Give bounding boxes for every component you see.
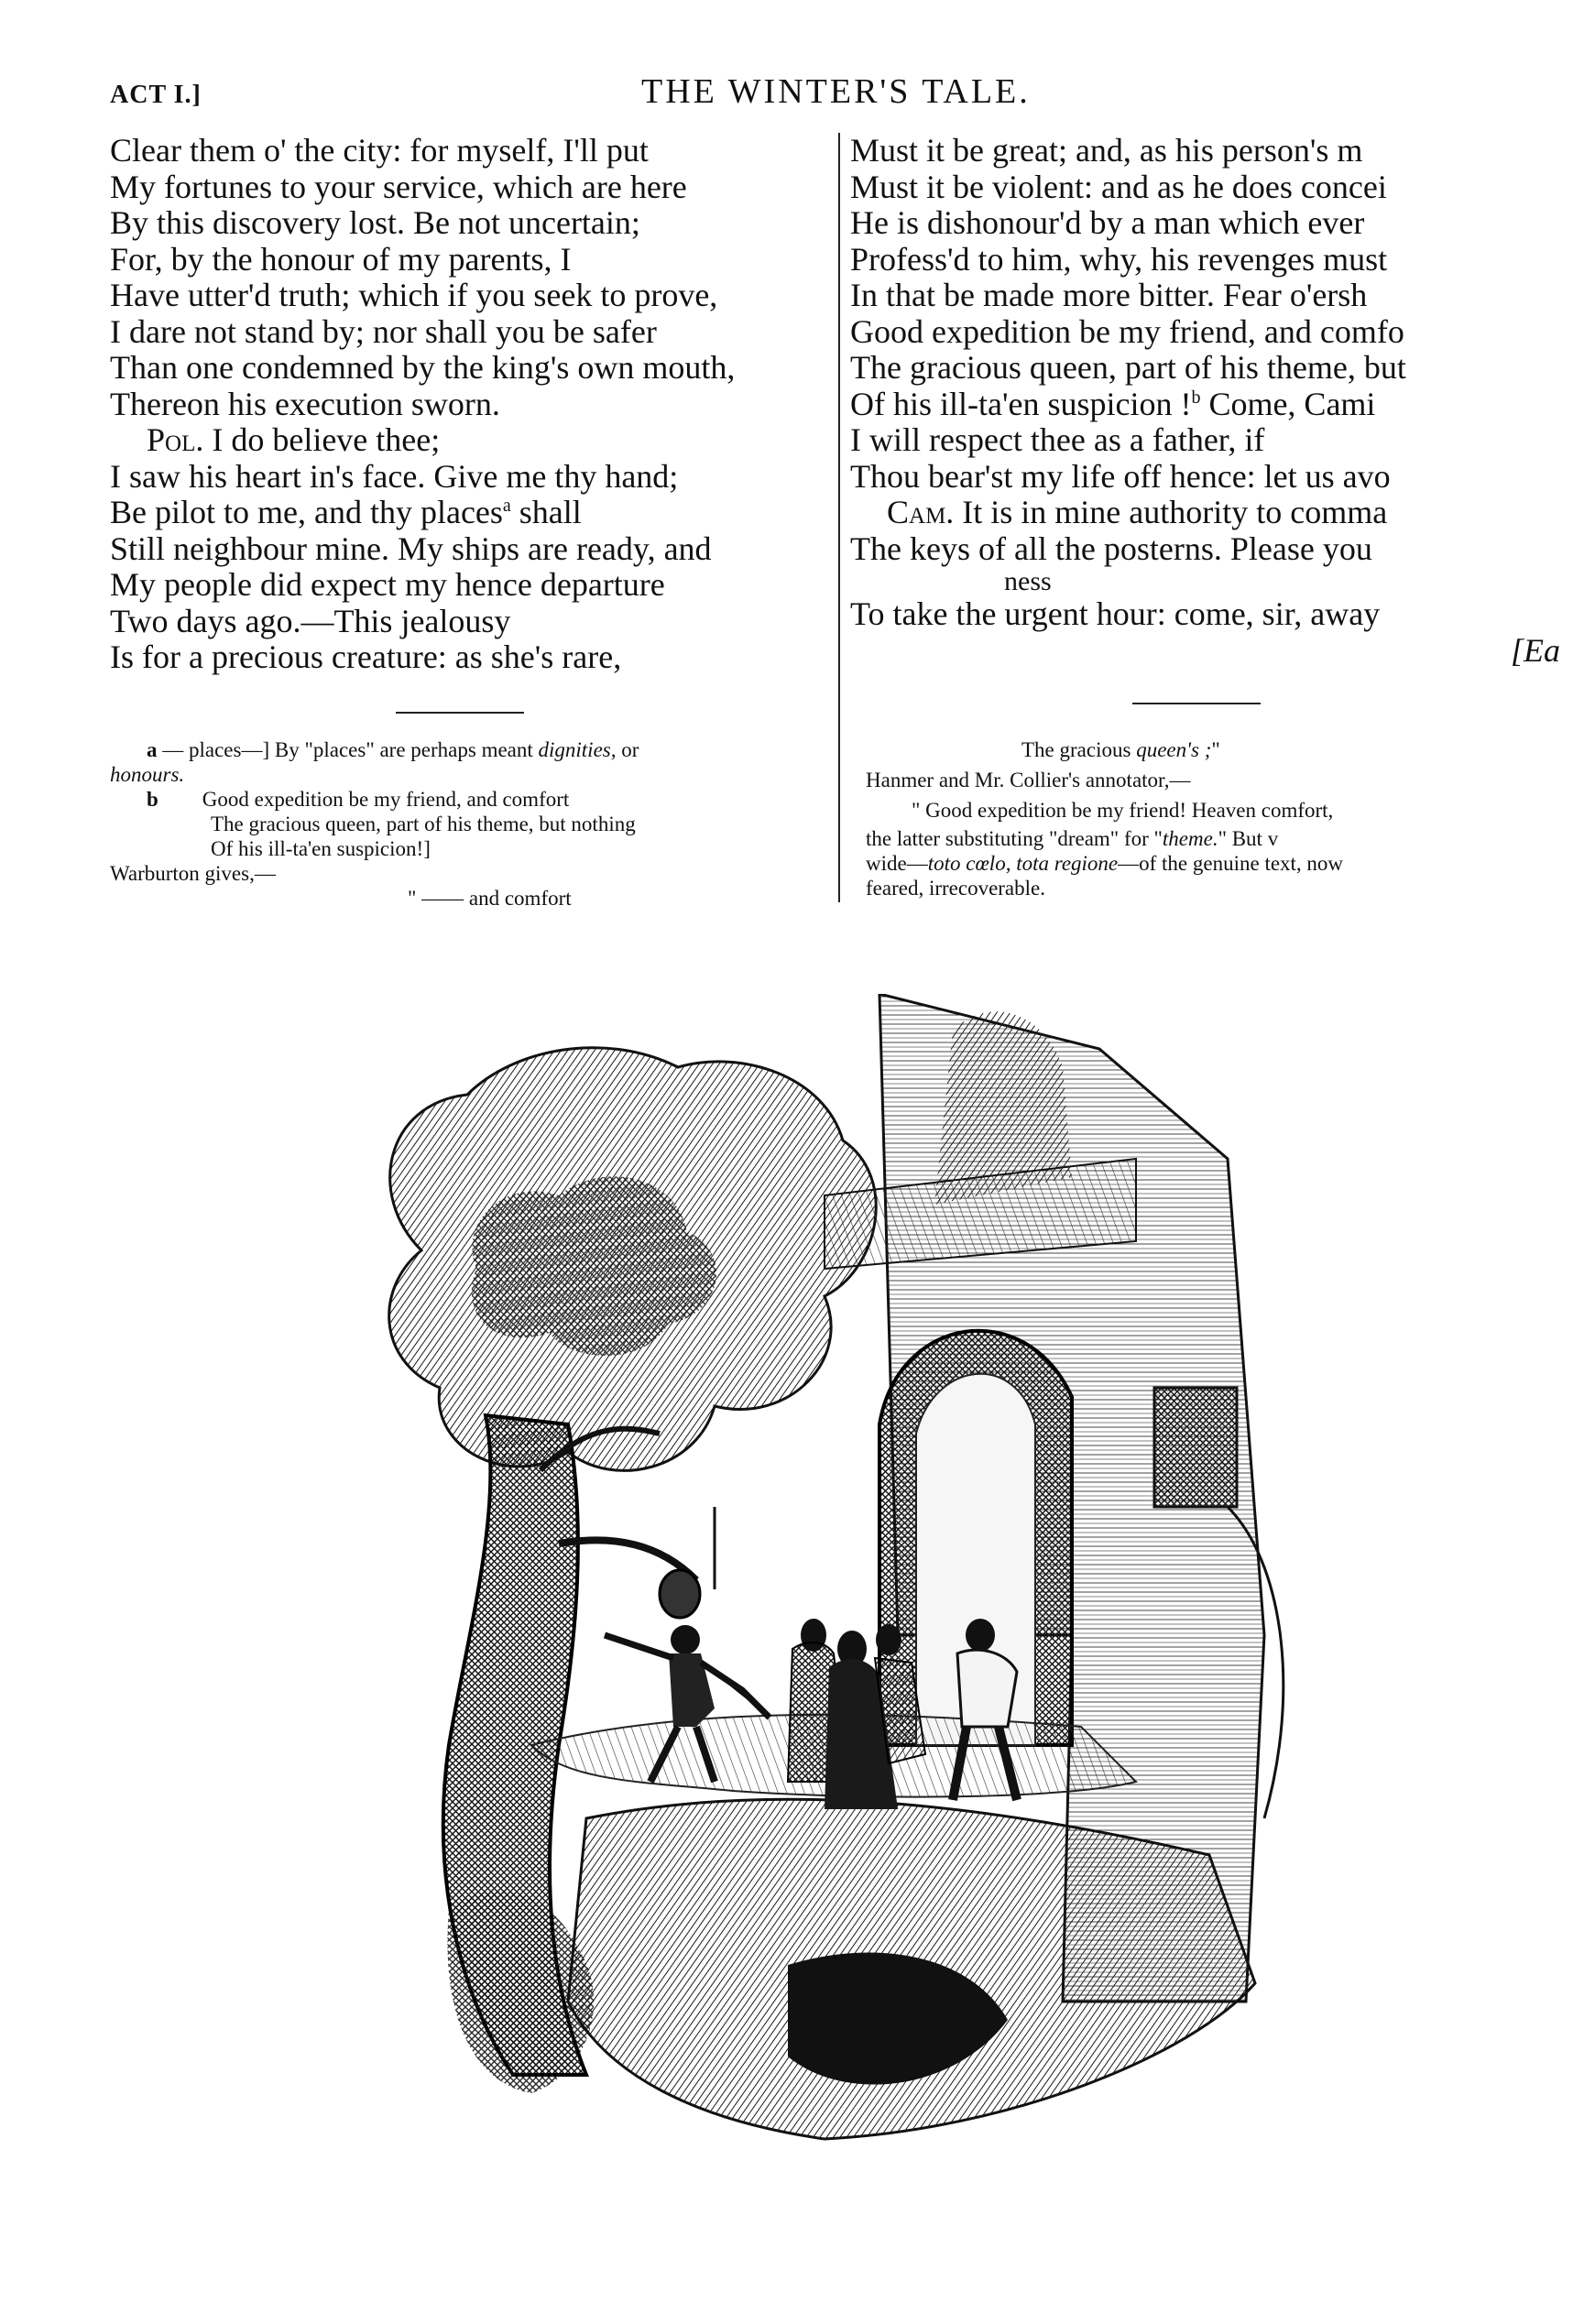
note-text: Of his ill-ta'en suspicion!] — [211, 837, 431, 860]
verse-line: Have utter'd truth; which if you seek to prove, — [110, 277, 718, 313]
verse-line: I dare not stand by; nor shall you be safer — [110, 312, 657, 350]
speech-camillo — [850, 495, 1573, 531]
note-line — [866, 851, 1573, 876]
note-text-italic: dignities, — [538, 738, 617, 761]
verse-line-with-note — [850, 387, 1573, 423]
verse-text: Of his ill-ta'en suspicion ! — [850, 385, 1192, 422]
note-text: Hanmer and Mr. Collier's annotator,— — [866, 769, 1191, 791]
verse-line: Is for a precious creature: as she's rare, — [110, 638, 622, 675]
speech-polixenes — [110, 422, 843, 459]
verse-line: I saw his heart in's face. Give me thy hand; — [110, 457, 679, 495]
footnote-marker[interactable]: a — [502, 496, 511, 516]
footnote-a — [110, 737, 825, 762]
verse-line-turnover: ness — [1004, 566, 1052, 596]
verse-line: Profess'd to him, why, his revenges must — [850, 240, 1388, 278]
verse-line: Good expedition be my friend, and comfo — [850, 312, 1404, 350]
note-line — [866, 823, 1573, 851]
verse-line: I will respect thee as a father, if — [850, 421, 1265, 458]
verse-line: My fortunes to your service, which are here — [110, 168, 687, 205]
verse-text: Be pilot to me, and thy places — [110, 494, 503, 530]
note-text: wide— — [866, 852, 928, 875]
verse-line: He is dishonour'd by a man which ever — [850, 204, 1365, 241]
right-text-column — [850, 133, 1573, 728]
note-text: " —— and comfort — [408, 887, 572, 910]
engraving-illustration — [311, 994, 1475, 2203]
verse-line: Must it be violent: and as he does concei — [850, 168, 1387, 205]
verse-line: Still neighbour mine. My ships are ready, and — [110, 529, 712, 567]
verse-line: Thereon his execution sworn. — [110, 385, 500, 422]
note-text: Good expedition be my friend, and comfort — [202, 788, 570, 811]
footnote-marker: b — [147, 788, 158, 811]
note-text: feared, irrecoverable. — [866, 877, 1045, 900]
note-text: Warburton gives,— — [110, 862, 276, 885]
verse-line: To take the urgent hour: come, sir, away — [850, 595, 1381, 632]
speaker-name: Cam. — [887, 494, 955, 530]
verse-line: Clear them o' the city: for myself, I'll put — [110, 133, 649, 169]
running-head-act: ACT I.] — [110, 81, 202, 109]
note-text: " Good expedition be my friend! Heaven comfort, — [912, 799, 1334, 822]
note-text-italic: queen's ; — [1136, 738, 1212, 761]
note-text-italic: honours. — [110, 763, 185, 786]
verse-line: In that be made more bitter. Fear o'ersh — [850, 277, 1368, 313]
footnotes-right — [866, 737, 1573, 921]
note-text: " But v — [1218, 827, 1279, 850]
stage-direction: [Ea — [1511, 631, 1560, 669]
verse-text: It is in mine authority to comma — [962, 494, 1388, 530]
note-text-italic: toto cœlo, tota regione — [927, 852, 1119, 875]
note-line — [866, 737, 1573, 762]
note-text: the latter substituting "dream" for " — [866, 827, 1163, 850]
note-text: " — [1211, 738, 1220, 761]
verse-line: By this discovery lost. Be not uncertain; — [110, 204, 640, 241]
note-text: — places—] By "places" are perhaps meant — [162, 738, 539, 761]
footnotes-left — [110, 737, 825, 921]
note-text: The gracious — [1021, 738, 1137, 761]
verse-line: For, by the honour of my parents, I — [110, 240, 572, 278]
verse-line: The keys of all the posterns. Please you — [850, 529, 1372, 567]
verse-line: Two days ago.—This jealousy — [110, 602, 511, 639]
footnote-b — [110, 787, 825, 812]
column-divider — [838, 133, 840, 902]
tree-foliage — [389, 1048, 877, 1471]
verse-text: Come, Cami — [1200, 385, 1376, 422]
verse-line: My people did expect my hence departure — [110, 566, 665, 603]
note-text: —of the genuine text, now — [1118, 852, 1344, 875]
verse-text: I do believe thee; — [212, 421, 441, 458]
verse-line: The gracious queen, part of his theme, but — [850, 349, 1406, 386]
verse-line: Must it be great; and, as his person's m — [850, 133, 1363, 169]
notes-rule-left — [396, 712, 524, 714]
notes-rule-right — [1132, 703, 1261, 704]
verse-line-with-note — [110, 495, 843, 531]
verse-line: Than one condemned by the king's own mouth, — [110, 349, 736, 386]
note-text: or — [616, 738, 639, 761]
left-text-column — [110, 133, 843, 728]
note-text-italic: theme. — [1162, 827, 1218, 850]
footnote-a-cont — [110, 762, 825, 787]
verse-line: Thou bear'st my life off hence: let us avo — [850, 457, 1391, 495]
running-head-title: THE WINTER'S TALE. — [641, 72, 1031, 111]
speaker-name: Pol. — [147, 421, 204, 458]
footnote-marker[interactable]: b — [1191, 387, 1201, 408]
verse-text: shall — [510, 494, 582, 530]
footnote-marker: a — [147, 738, 158, 761]
note-text: The gracious queen, part of his theme, but nothing — [211, 813, 636, 835]
